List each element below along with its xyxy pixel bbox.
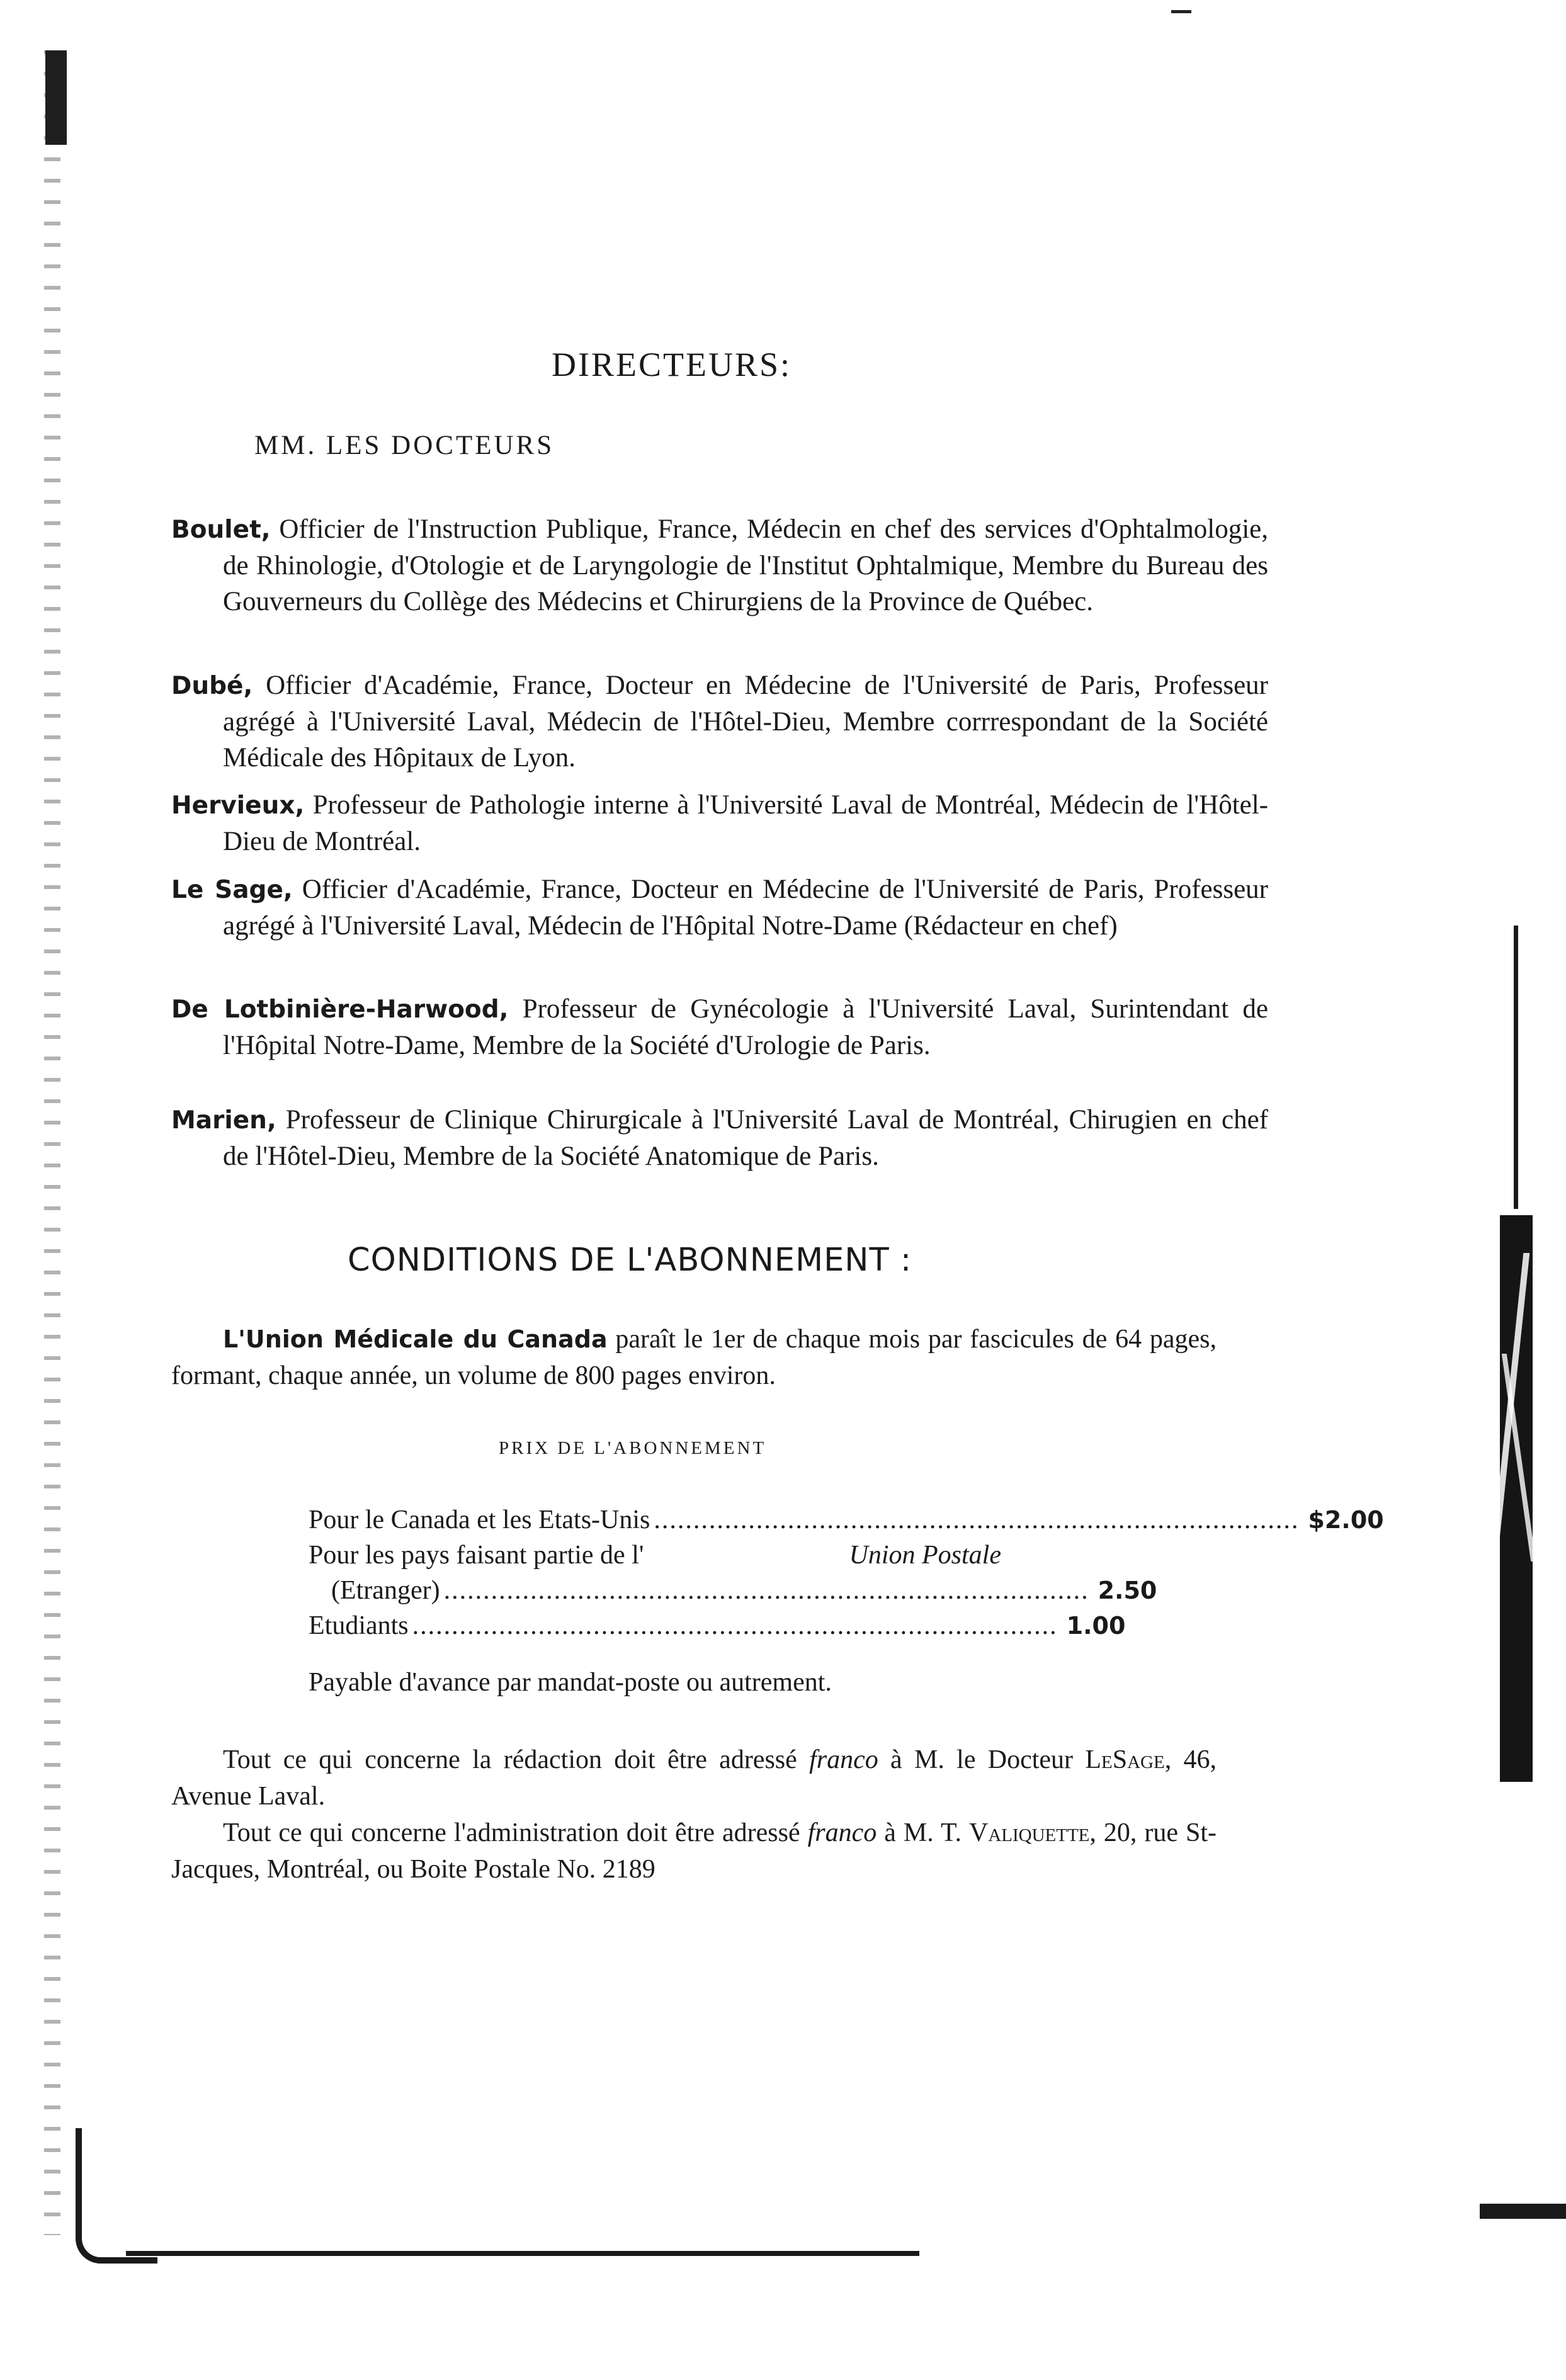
director-entry-marien (171, 1102, 1268, 1174)
director-description: Professeur de Pathologie interne à l'Université Laval de Montréal, Médecin de l'Hôtel-Dieu de Montréal. (223, 790, 1268, 856)
conditions-intro-text: paraît le 1er de chaque mois par fascicules de 64 pages, formant, chaque année, un volume de 800 pages environ. (171, 1325, 1217, 1390)
scan-bottom-line-artifact (126, 2251, 919, 2256)
admin-text: à M. T. (877, 1818, 969, 1847)
director-entry-boulet (171, 511, 1268, 620)
pays-line-text: Pour les pays faisant partie de l' (309, 1541, 644, 1570)
scan-top-tick-artifact (1171, 10, 1191, 13)
conditions-heading: CONDITIONS DE L'ABONNEMENT : (348, 1242, 912, 1279)
price-label: (Etranger) (331, 1576, 440, 1605)
admin-address: , 20, rue St-Jacques, Montréal, ou Boite Postale No. 2189 (171, 1818, 1217, 1884)
scan-right-thin-bar-artifact (1514, 926, 1518, 1209)
director-entry-dube (171, 667, 1268, 776)
leader-dots: .................................................................................. (654, 1505, 1300, 1534)
price-label: Etudiants (309, 1611, 409, 1640)
scan-right-tick-artifact (1480, 2204, 1566, 2219)
price-value: $2.00 (1308, 1506, 1384, 1534)
redaction-text: à M. le Docteur (878, 1745, 1086, 1774)
scan-bottom-left-curve-artifact (76, 2128, 157, 2264)
scan-left-edge-artifact (44, 50, 60, 2235)
director-name: De Lotbinière-Harwood, (171, 995, 509, 1024)
director-description: Professeur de Clinique Chirurgicale à l'Université Laval de Montréal, Chirugien en chef de l'Hôtel-Dieu, Membre de la Société Anatomique de Paris. (223, 1105, 1268, 1171)
redaction-address: , 46, Avenue Laval. (171, 1745, 1217, 1811)
conditions-intro (171, 1321, 1217, 1394)
director-entry-lesage (171, 871, 1268, 944)
director-description: Professeur de Gynécologie à l'Université Laval, Surintendant de l'Hôpital Notre-Dame, Membre de la Société d'Urologie de Paris. (223, 994, 1268, 1060)
page-subtitle: MM. LES DOCTEURS (254, 431, 555, 460)
franco-text: franco (807, 1818, 877, 1847)
director-name: Dubé, (171, 672, 253, 700)
director-name: Hervieux, (171, 791, 305, 820)
union-postale-text: Union Postale (849, 1541, 1001, 1570)
admin-text: Tout ce qui concerne l'administration doit être adressé (223, 1818, 808, 1847)
admin-contact-name: Valiquette (969, 1818, 1090, 1847)
director-name: Le Sage, (171, 876, 293, 904)
director-name: Marien, (171, 1106, 276, 1135)
leader-dots: .................................................................................. (412, 1611, 1058, 1640)
journal-name: L'Union Médicale du Canada (223, 1325, 608, 1353)
director-description: Officier d'Académie, France, Docteur en Médecine de l'Université de Paris, Professeur agrégé à l'Université Laval, Médecin de l'Hôpital Notre-Dame (Rédacteur en chef) (223, 875, 1269, 941)
director-description: Officier d'Académie, France, Docteur en Médecine de l'Université de Paris, Professeur agrégé à l'Université Laval, Médecin de l'Hôtel-Dieu, Membre corrrespondant de la Société Médicale des Hôpitaux de Lyon. (223, 671, 1268, 773)
payment-note: Payable d'avance par mandat-poste ou autrement. (309, 1668, 832, 1697)
scan-right-wide-bar-artifact (1500, 1215, 1533, 1782)
price-value: 2.50 (1098, 1577, 1157, 1604)
price-label: Pour le Canada et les Etats-Unis (309, 1505, 650, 1534)
scan-left-bar-artifact (45, 50, 67, 145)
price-row-etudiants (309, 1611, 1126, 1641)
director-entry-hervieux (171, 787, 1268, 859)
director-entry-delotbiniere-harwood (171, 991, 1268, 1063)
redaction-text: Tout ce qui concerne la rédaction doit être adressé (223, 1745, 810, 1774)
director-description: Officier de l'Instruction Publique, France, Médecin en chef des services d'Ophtalmologie, de Rhinologie, d'Otologie et de Laryngologie de l'Institut Ophtalmique, Membre du Bureau des Gouverneurs du Collège des Médecins et Chirurgiens de la Province de Québec. (223, 514, 1268, 616)
director-name: Boulet, (171, 516, 271, 544)
franco-text: franco (809, 1745, 878, 1774)
price-row-union-postale-label (309, 1540, 1001, 1570)
page-title: DIRECTEURS: (552, 346, 792, 383)
redaction-contact-name: LeSage (1085, 1745, 1165, 1774)
leader-dots: .................................................................................. (443, 1576, 1089, 1605)
price-table-title: PRIX DE L'ABONNEMENT (499, 1438, 767, 1458)
price-row-etranger (331, 1575, 1157, 1606)
price-value: 1.00 (1066, 1612, 1126, 1640)
price-row-canada (309, 1505, 1384, 1535)
redaction-contact (171, 1742, 1217, 1815)
administration-contact (171, 1815, 1217, 1888)
